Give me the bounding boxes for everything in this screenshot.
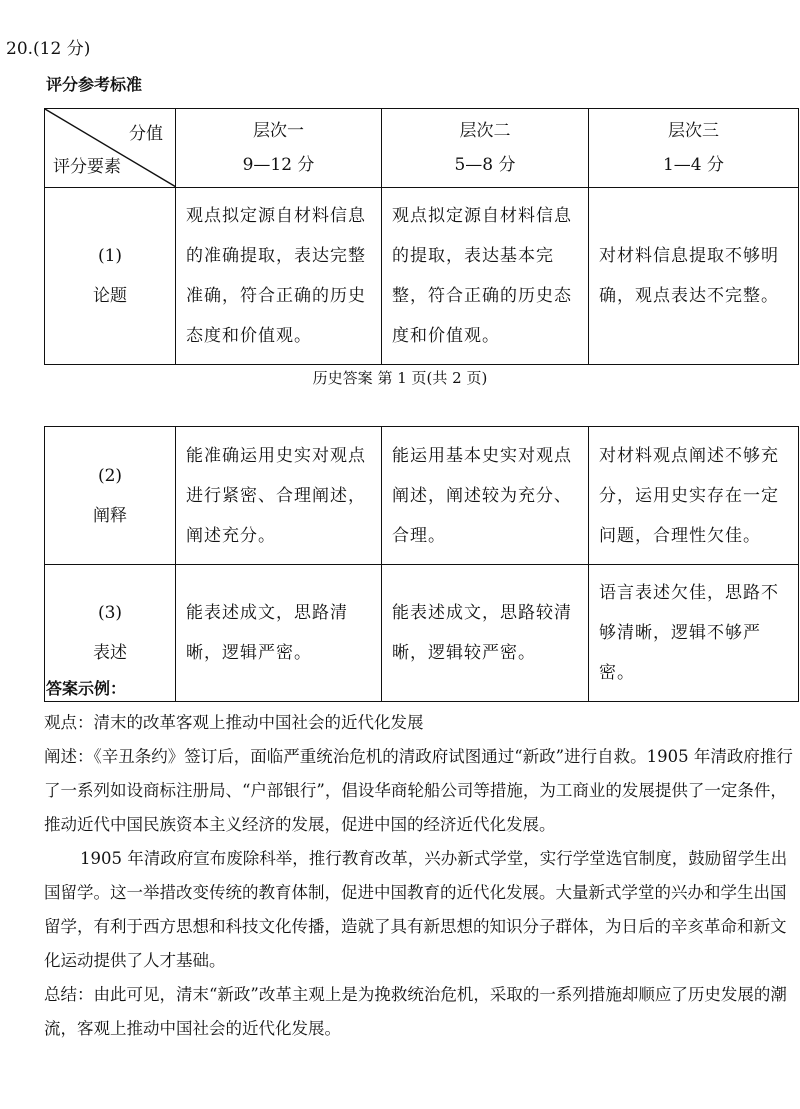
row-number: (1): [97, 246, 123, 266]
level-name: 层次三: [668, 121, 719, 141]
rubric-row-expression: [45, 565, 799, 702]
rubric-table-part1: [44, 108, 799, 365]
row-label: 表述: [93, 643, 127, 663]
rubric-cell: 能表述成文，思路清晰，逻辑严密。: [176, 565, 382, 702]
page-footer: 历史答案 第 1 页(共 2 页): [312, 369, 488, 387]
answer-viewpoint: 观点：清末的改革客观上推动中国社会的近代化发展: [44, 713, 424, 732]
level-name: 层次二: [459, 121, 511, 141]
answer-paragraph-1: 阐述：《辛丑条约》签订后，面临严重统治危机的清政府试图通过“新政”进行自救。1905 年清政府推行了一系列如设商标注册局、“户部银行”，倡设华商轮船公司等措施，为工商业的发展提供了一定条件，推动近代中国民族资本主义经济的发展，促进中国的经济近代化发展。: [44, 747, 793, 834]
rubric-table-part2: [44, 426, 799, 702]
row-number: (3): [97, 603, 123, 623]
level-2-header: [382, 109, 589, 188]
question-header: [6, 34, 90, 59]
level-range: 5—8 分: [454, 155, 516, 175]
rubric-cell: 观点拟定源自材料信息的准确提取，表达完整准确，符合正确的历史态度和价值观。: [176, 188, 382, 365]
question-score: (12 分): [33, 39, 91, 59]
row-number: (2): [97, 465, 123, 486]
rubric-cell: 对材料观点阐述不够充分，运用史实存在一定问题，合理性欠佳。: [589, 427, 799, 565]
rubric-cell: 能表述成文，思路较清晰，逻辑较严密。: [382, 565, 589, 702]
row-label-cell: [45, 427, 176, 565]
rubric-header-row: [45, 109, 799, 188]
header-element-label: 评分要素: [53, 157, 121, 177]
level-range: 1—4 分: [662, 155, 725, 175]
answer-paragraph-2: 1905 年清政府宣布废除科举，推行教育改革，兴办新式学堂，实行学堂选官制度，鼓励留学生出国留学。这一举措改变传统的教育体制，促进中国教育的近代化发展。大量新式学堂的兴办和学生出国留学，有利于西方思想和科技文化传播，造就了具有新思想的知识分子群体，为日后的辛亥革命和新文化运动提供了人才基础。: [44, 849, 788, 970]
answer-example-title: 答案示例：: [46, 679, 127, 698]
standard-title: 评分参考标准: [46, 75, 143, 94]
rubric-cell: 观点拟定源自材料信息的提取，表达基本完整，符合正确的历史态度和价值观。: [382, 188, 589, 365]
row-label: 阐释: [93, 505, 127, 526]
level-3-header: [589, 109, 799, 188]
rubric-cell: 对材料信息提取不够明确，观点表达不完整。: [589, 188, 799, 365]
level-1-header: [176, 109, 382, 188]
rubric-row-thesis: [45, 188, 799, 365]
answer-summary: 总结：由此可见，清末“新政”改革主观上是为挽救统治危机，采取的一系列措施却顺应了历史发展的潮流，客观上推动中国社会的近代化发展。: [44, 985, 787, 1038]
rubric-cell: 能准确运用史实对观点进行紧密、合理阐述，阐述充分。: [176, 427, 382, 565]
level-range: 9—12 分: [242, 155, 315, 175]
rubric-cell: 能运用基本史实对观点阐述，阐述较为充分、合理。: [382, 427, 589, 565]
header-score-label: 分值: [129, 124, 163, 144]
row-label: 论题: [93, 286, 127, 306]
rubric-cell: 语言表述欠佳，思路不够清晰，逻辑不够严密。: [589, 565, 799, 702]
level-name: 层次一: [253, 121, 304, 141]
row-label-cell: [45, 188, 176, 365]
question-number: 20.: [6, 39, 34, 59]
rubric-row-explanation: [45, 427, 799, 565]
diagonal-header-cell: [45, 109, 176, 188]
